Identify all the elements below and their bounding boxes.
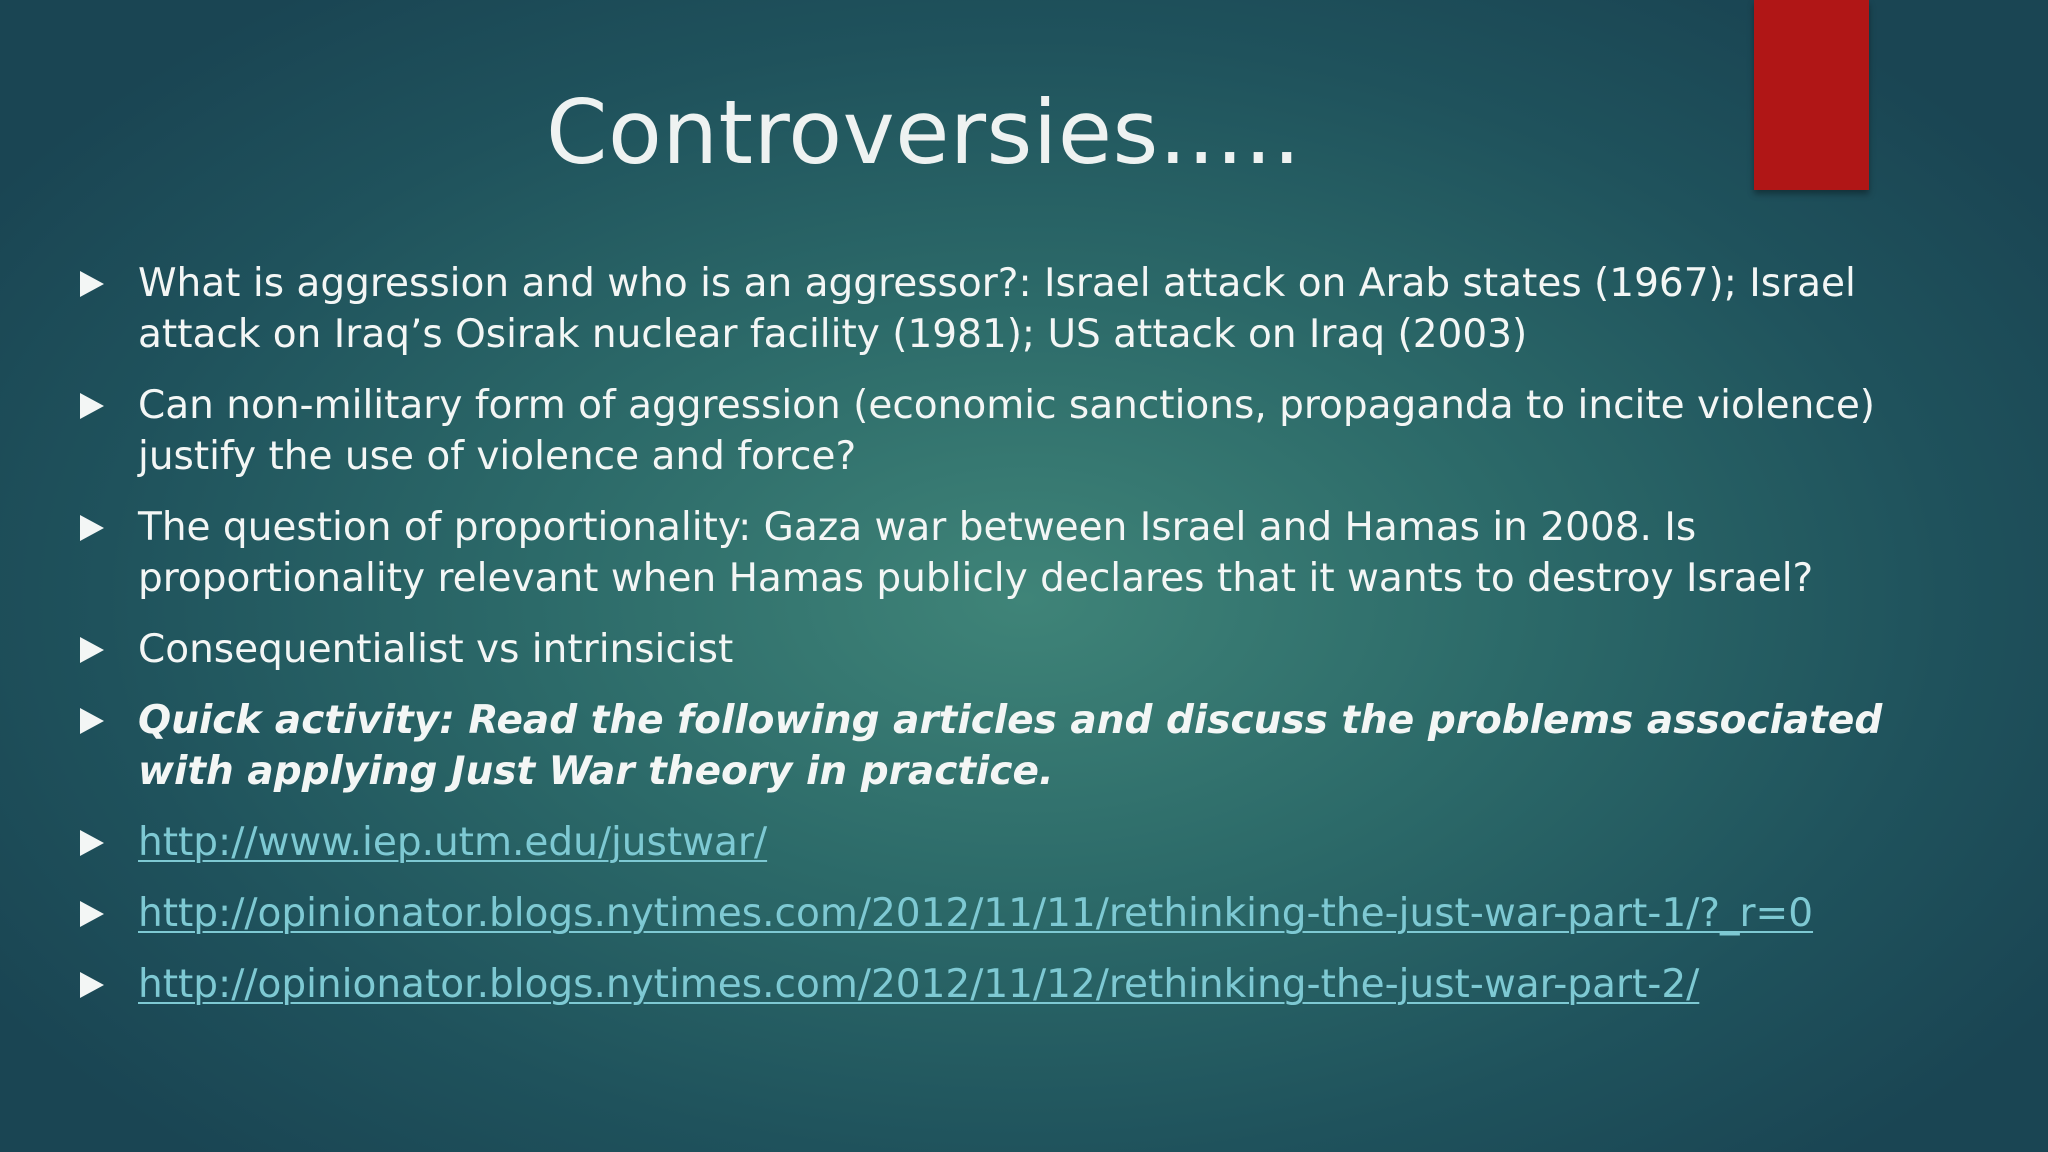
nytimes-part-2-link[interactable]: http://opinionator.blogs.nytimes.com/2012/11/12/rethinking-the-just-war-part-2/ — [138, 962, 1700, 1007]
triangle-right-icon — [80, 959, 138, 1010]
bullet-item-link-nytimes-part-2 — [80, 959, 1980, 1010]
bullet-item-proportionality — [80, 502, 1980, 604]
bullet-text: What is aggression and who is an aggressor?: Israel attack on Arab states (1967); Israel attack on Iraq’s Osirak nuclear facility (1981); US attack on Iraq (2003) — [138, 261, 1856, 357]
bullet-item-link-nytimes-part-1 — [80, 888, 1980, 939]
triangle-right-icon — [80, 624, 138, 675]
bullet-text: Consequentialist vs intrinsicist — [138, 627, 734, 672]
bullet-item-consequentialist — [80, 624, 1980, 675]
bullet-text: The question of proportionality: Gaza war between Israel and Hamas in 2008. Is proportionality relevant when Hamas publicly declares that it wants to destroy Israel? — [138, 505, 1814, 601]
bullet-item-non-military — [80, 380, 1980, 482]
quick-activity-text: Quick activity: Read the following articles and discuss the problems associated with applying Just War theory in practice. — [138, 698, 1883, 794]
triangle-right-icon — [80, 695, 138, 746]
bullet-item-aggression — [80, 258, 1980, 360]
slide-title: Controversies..... — [546, 81, 1302, 184]
triangle-right-icon — [80, 888, 138, 939]
bullet-item-quick-activity — [80, 695, 1980, 797]
iep-justwar-link[interactable]: http://www.iep.utm.edu/justwar/ — [138, 820, 768, 865]
accent-bar — [1754, 0, 1869, 190]
bullet-list — [80, 258, 1980, 1030]
triangle-right-icon — [80, 380, 138, 431]
bullet-item-link-iep — [80, 817, 1980, 868]
nytimes-part-1-link[interactable]: http://opinionator.blogs.nytimes.com/2012/11/11/rethinking-the-just-war-part-1/?_r=0 — [138, 891, 1814, 936]
triangle-right-icon — [80, 258, 138, 309]
triangle-right-icon — [80, 502, 138, 553]
triangle-right-icon — [80, 817, 138, 868]
bullet-text: Can non-military form of aggression (economic sanctions, propaganda to incite violence) justify the use of violence and force? — [138, 383, 1876, 479]
